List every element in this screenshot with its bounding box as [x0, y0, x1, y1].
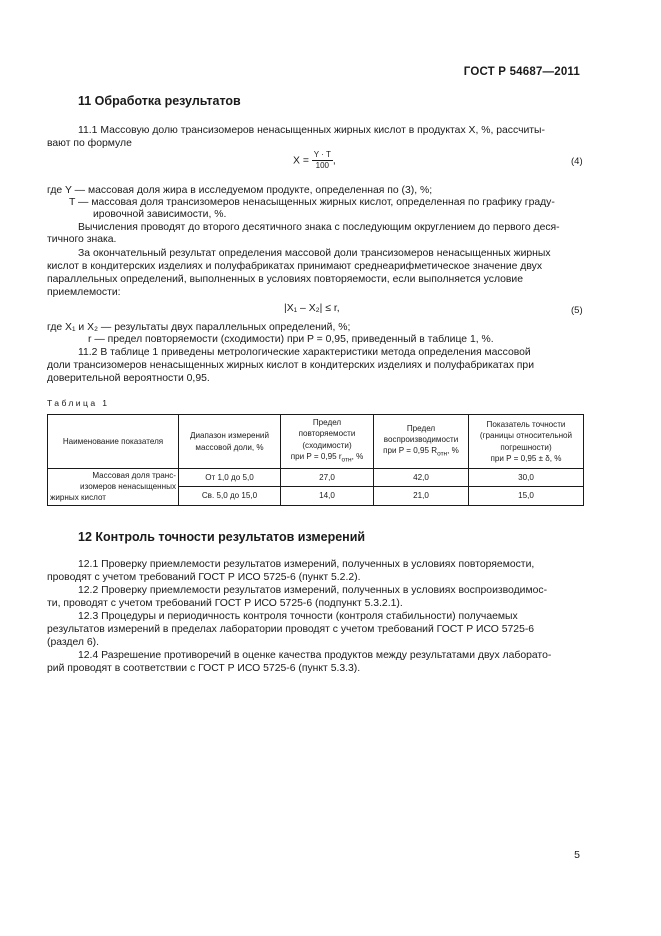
document-code: ГОСТ Р 54687—2011: [463, 66, 580, 78]
table-row: [48, 469, 584, 487]
cell-accuracy: 30,0: [469, 469, 584, 487]
formula-4-numerator: Y · T: [313, 150, 331, 159]
final-result-line4: приемлемости:: [47, 287, 121, 298]
table-header-row: [48, 415, 584, 469]
para-12-1-line2: проводят с учетом требований ГОСТ Р ИСО 5725-6 (пункт 5.2.2).: [47, 572, 361, 583]
para-12-3-line2: результатов измерений в пределах лаборатории проводят с учетом требований ГОСТ Р ИСО 5725-6: [47, 624, 535, 635]
final-result-line3: параллельных определений, выполненных в условиях повторяемости, если выполняется условие: [47, 274, 524, 285]
rounding-line1: Вычисления проводят до второго десятичного знака с последующим округлением до первого деся-: [78, 222, 560, 233]
formula-4-denominator: 100: [315, 161, 329, 170]
para-12-2-line1: 12.2 Проверку приемлемости результатов измерений, полученных в условиях воспроизводимос-: [78, 585, 548, 596]
cell-reproducibility: 42,0: [374, 469, 469, 487]
header-repeatability-limit: Предел повторяемости (сходимости) при P = 0,95 $r_{отн}$, %: [281, 415, 374, 469]
cell-repeatability: 27,0: [281, 469, 374, 487]
equation-number-5: (5): [571, 305, 583, 316]
para-12-2-line2: ти, проводят с учетом требований ГОСТ Р ИСО 5725-6 (подпункт 5.3.2.1).: [47, 598, 403, 609]
header-measurement-range: Диапазон измерений массовой доли, %: [179, 415, 281, 469]
header-accuracy-indicator: Показатель точности (границы относительной погрешности) при P = 0,95 ± δ, %: [469, 415, 584, 469]
header-reproducibility-limit: Предел воспроизводимости при P = 0,95 $R_{отн}$, %: [374, 415, 469, 469]
where-y: где Y — массовая доля жира в исследуемом продукте, определенная по (3), %;: [47, 185, 433, 196]
para-11-2-line3: доверительной вероятности 0,95.: [47, 373, 210, 384]
para-11-1-line2: вают по формуле: [47, 138, 132, 149]
section-12-title: 12 Контроль точности результатов измерений: [78, 530, 366, 544]
para-12-3-line3: (раздел 6).: [47, 637, 100, 648]
para-11-1-line1: 11.1 Массовую долю трансизомеров ненасыщенных жирных кислот в продуктах X, %, рассчиты-: [78, 125, 545, 136]
rounding-line2: тичного знака.: [47, 234, 117, 245]
where-t-line2: ировочной зависимости, %.: [93, 209, 227, 220]
para-12-4-line2: рий проводят в соответствии с ГОСТ Р ИСО 5725-6 (пункт 5.3.3).: [47, 663, 361, 674]
formula-5: |X₁ – X₂| ≤ r,: [284, 303, 340, 314]
para-12-4-line1: 12.4 Разрешение противоречий в оценке качества продуктов между результатами двух лаборато-: [78, 650, 552, 661]
row-indicator-name: Массовая доля транс- изомеров ненасыщенных жирных кислот: [48, 469, 179, 506]
formula-4: [293, 150, 336, 171]
cell-range: От 1,0 до 5,0: [179, 469, 281, 487]
table-1: [47, 414, 584, 506]
final-result-line2: кислот в кондитерских изделиях и полуфабрикатах принимают среднеарифметическое значение двух: [47, 261, 543, 272]
header-indicator-name: Наименование показателя: [48, 415, 179, 469]
where-t-line1: T — массовая доля трансизомеров ненасыщенных жирных кислот, определенная по графику граду-: [69, 197, 555, 208]
cell-range: Св. 5,0 до 15,0: [179, 487, 281, 505]
para-12-3-line1: 12.3 Процедуры и периодичность контроля точности (контроля стабильности) получаемых: [78, 611, 518, 622]
formula-4-fraction: [312, 150, 333, 171]
cell-reproducibility: 21,0: [374, 487, 469, 505]
section-11-title: 11 Обработка результатов: [78, 94, 241, 108]
where-r: r — предел повторяемости (сходимости) при P = 0,95, приведенный в таблице 1, %.: [88, 334, 494, 345]
cell-accuracy: 15,0: [469, 487, 584, 505]
para-11-2-line1: 11.2 В таблице 1 приведены метрологические характеристики метода определения массовой: [78, 347, 531, 358]
formula-4-comma: ,: [332, 155, 336, 167]
page-number: 5: [574, 849, 580, 861]
para-11-2-line2: доли трансизомеров ненасыщенных жирных кислот в кондитерских изделиях и полуфабрикатах при: [47, 360, 535, 371]
final-result-line1: За окончательный результат определения массовой доли трансизомеров ненасыщенных жирных: [78, 248, 551, 259]
equation-number-4: (4): [571, 156, 583, 167]
para-12-1-line1: 12.1 Проверку приемлемости результатов измерений, полученных в условиях повторяемости,: [78, 559, 535, 570]
where-x: где X₁ и X₂ — результаты двух параллельных определений, %;: [47, 322, 351, 333]
cell-repeatability: 14,0: [281, 487, 374, 505]
table-1-caption: Таблица 1: [47, 398, 110, 408]
formula-4-lhs: X =: [293, 155, 309, 167]
